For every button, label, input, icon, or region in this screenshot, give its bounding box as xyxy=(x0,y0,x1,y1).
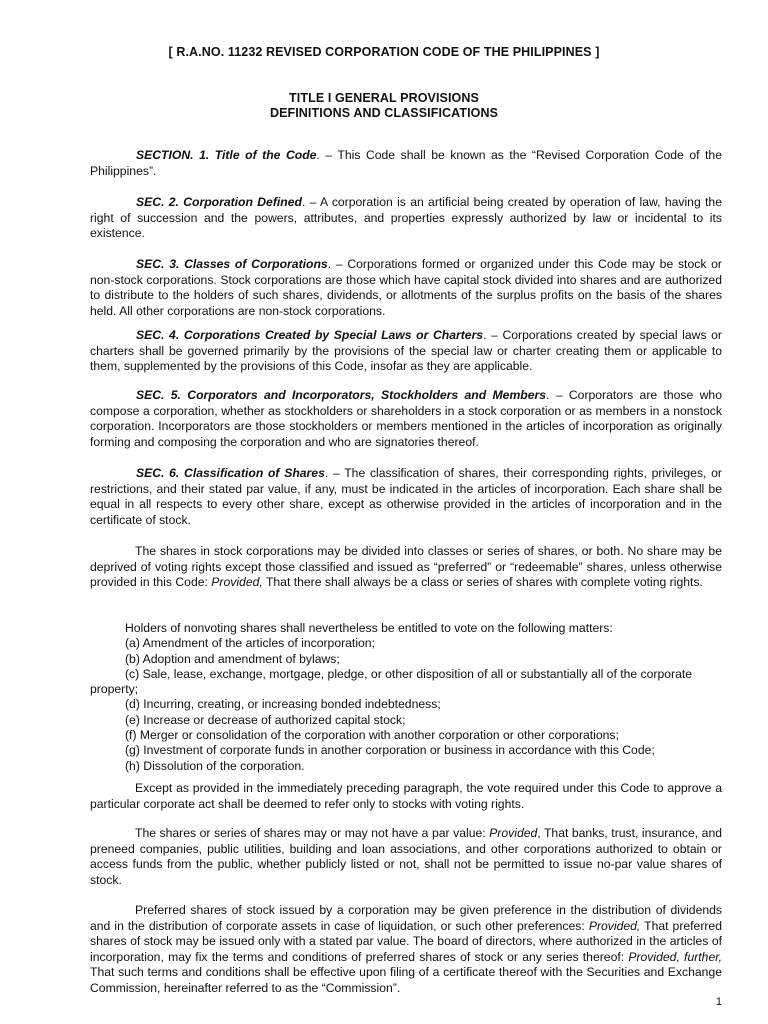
list-item: (d) Incurring, creating, or increasing bonded indebtedness; xyxy=(125,697,441,712)
section-body: . – Corporations created by special laws or charters shall be governed primarily by the provisions of the special law or charter creating them or applicable to them, supplemented by the provisions of this Code, insofar as they are applicable. xyxy=(90,328,722,373)
text-run: Preferred shares of stock issued by a corporation may be given preference in the distribution of dividends and in the distribution of corporate assets in case of liquidation, or such other preferences: xyxy=(90,903,722,933)
italic-run: Provided, further, xyxy=(628,949,722,964)
section-heading: SEC. 6. Classification of Shares xyxy=(136,466,325,480)
section-1 xyxy=(90,148,722,179)
section-heading: SECTION. 1. Title of the Code xyxy=(136,148,317,162)
list-item: (e) Increase or decrease of authorized capital stock; xyxy=(125,712,406,727)
section-3 xyxy=(90,257,722,319)
text-run: , That banks, trust, insurance, and preneed companies, public utilities, building and loan associations, and other corporations authorized to obtain or access funds from the public, whether publicly listed or not, shall not be permitted to issue no-par value shares of stock. xyxy=(90,826,723,887)
paragraph-voting-requirement xyxy=(90,781,722,812)
section-heading: SEC. 5. Corporators and Incorporators, Stockholders and Members xyxy=(136,388,547,402)
section-5 xyxy=(90,388,722,450)
paragraph-par-value xyxy=(90,826,722,888)
act-title: [ R.A.NO. 11232 REVISED CORPORATION CODE OF THE PHILIPPINES ] xyxy=(168,45,600,59)
list-lead: Holders of nonvoting shares shall nevertheless be entitled to vote on the following matters: xyxy=(125,621,613,635)
section-body: . – Corporators are those who compose a corporation, whether as stockholders or shareholders in a stock corporation or as members in a nonstock corporation. Incorporators are those stockholders or members mentioned in the articles of incorporation as originally forming and composing the corporation and who are signatories thereof. xyxy=(90,388,722,449)
list-item: (f) Merger or consolidation of the corporation with another corporation or other corporations; xyxy=(125,728,619,743)
italic-run: Provided, xyxy=(588,918,641,933)
list-item: (b) Adoption and amendment of bylaws; xyxy=(125,651,340,666)
text-run: The shares or series of shares may or may not have a par value: xyxy=(135,826,490,840)
subtitle-heading: DEFINITIONS AND CLASSIFICATIONS xyxy=(269,106,499,120)
page-number: 1 xyxy=(715,996,722,1008)
list-item: (a) Amendment of the articles of incorporation; xyxy=(125,636,375,651)
section-body: . – This Code shall be known as the “Revised Corporation Code of the Philippines”. xyxy=(90,148,722,178)
paragraph-preferred-shares xyxy=(90,903,722,996)
italic-run: Provided, xyxy=(211,575,263,589)
list-item: (g) Investment of corporate funds in another corporation or business in accordance with this Code; xyxy=(125,743,655,758)
section-heading: SEC. 3. Classes of Corporations xyxy=(136,257,328,271)
italic-run: Provided xyxy=(489,826,538,840)
section-2 xyxy=(90,195,722,242)
list-item: (h) Dissolution of the corporation. xyxy=(125,758,305,773)
list-item-continuation: property; xyxy=(90,682,139,697)
section-body: . – Corporations formed or organized under this Code may be stock or non-stock corporations. Stock corporations are those which have capital stock divided into shares and are authorized to distribute to the holders of such shares, dividends, or allotments of the surplus profits on the basis of the shares held. All other corporations are non-stock corporations. xyxy=(90,257,722,318)
text-run: That there shall always be a class or series of shares with complete voting rights. xyxy=(262,575,703,589)
text-run: Except as provided in the immediately preceding paragraph, the vote required under this Code to approve a particular corporate act shall be deemed to refer only to stocks with voting rights. xyxy=(90,781,722,811)
section-4 xyxy=(90,328,722,375)
section-heading: SEC. 4. Corporations Created by Special Laws or Charters xyxy=(136,328,484,342)
section-body: . – A corporation is an artificial being created by operation of law, having the right of succession and the powers, attributes, and properties expressly authorized by law or incidental to its existence. xyxy=(90,195,722,240)
text-run: That such terms and conditions shall be effective upon filing of a certificate thereof with the Securities and Exchange Commission, hereinafter referred to as the “Commission”. xyxy=(90,965,722,995)
section-body: . – The classification of shares, their corresponding rights, privileges, or restrictions, and their stated par value, if any, must be indicated in the articles of incorporation. Each share shall be equal in all respects to every other share, except as otherwise provided in the articles of incorporation and in the certificate of stock. xyxy=(90,466,722,527)
section-heading: SEC. 2. Corporation Defined xyxy=(136,195,302,209)
text-run: The shares in stock corporations may be divided into classes or series of shares, or both. No share may be deprived of voting rights except those classified and issued as “preferred” or “redeemable” shares, unless otherwise provided in this Code: xyxy=(90,544,722,589)
nonvoting-rights-list xyxy=(90,621,722,774)
text-run: That preferred shares of stock may be issued only with a stated par value. The board of directors, where authorized in the articles of incorporation, may fix the terms and conditions of preferred shares of stock or any series thereof: xyxy=(90,918,722,964)
paragraph-share-classes xyxy=(90,544,722,591)
list-item: (c) Sale, lease, exchange, mortgage, pledge, or other disposition of all or substantially all of the corporate xyxy=(125,666,693,681)
section-6 xyxy=(90,466,722,528)
title-heading: TITLE I GENERAL PROVISIONS xyxy=(289,91,479,105)
